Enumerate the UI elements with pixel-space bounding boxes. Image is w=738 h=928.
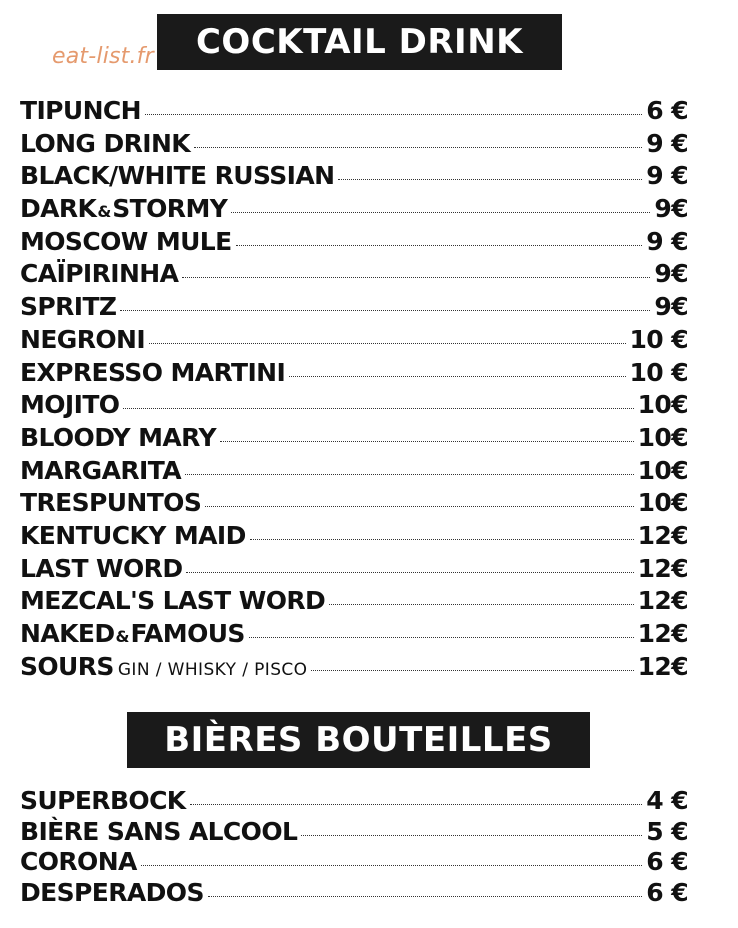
item-price: 9 € (646, 128, 688, 158)
item-price: 12€ (637, 520, 688, 550)
item-price: 6 € (646, 877, 688, 907)
menu-item (20, 390, 688, 423)
menu-item (20, 652, 688, 685)
ampersand: & (97, 202, 112, 222)
dot-leader (231, 212, 650, 213)
item-name: CAÏPIRINHA (20, 259, 179, 289)
item-name: BIÈRE SANS ALCOOL (20, 816, 298, 846)
dot-leader (186, 572, 633, 573)
menu-item (20, 878, 688, 909)
dot-leader (338, 179, 642, 180)
menu-item (20, 786, 688, 817)
menu-item (20, 358, 688, 391)
item-price: 10€ (637, 488, 688, 518)
menu-item (20, 586, 688, 619)
item-price: 9 € (646, 161, 688, 191)
menu-item (20, 259, 688, 292)
dot-leader (249, 637, 634, 638)
dot-leader (123, 408, 633, 409)
item-name (20, 619, 245, 648)
item-name: SUPERBOCK (20, 786, 186, 815)
item-name: LAST WORD (20, 553, 183, 583)
dot-leader (250, 539, 634, 540)
item-name (20, 194, 227, 223)
dot-leader (185, 474, 634, 475)
cocktail-list (20, 96, 688, 684)
item-subtitle: GIN / WHISKY / PISCO (117, 659, 308, 680)
item-price: 6 € (646, 847, 688, 876)
dot-leader (194, 147, 642, 148)
dot-leader (190, 804, 643, 805)
dot-leader (329, 604, 633, 605)
item-name: NEGRONI (20, 324, 146, 354)
menu-item (20, 521, 688, 554)
menu-item (20, 817, 688, 848)
item-name: LONG DRINK (20, 128, 191, 158)
watermark-text: eat-list.fr (52, 44, 154, 69)
item-price: 10€ (637, 455, 688, 485)
dot-leader (289, 376, 625, 377)
item-price: 10€ (637, 390, 688, 420)
dot-leader (141, 865, 643, 866)
item-price: 10 € (629, 357, 688, 387)
dot-leader (301, 835, 642, 836)
item-name: MOSCOW MULE (20, 226, 232, 256)
item-price: 9€ (654, 194, 688, 224)
dot-leader (220, 441, 634, 442)
item-price: 10€ (637, 422, 688, 452)
dot-leader (145, 114, 642, 115)
item-price: 10 € (629, 324, 688, 354)
menu-item (20, 847, 688, 878)
dot-leader (236, 245, 643, 246)
item-name: EXPRESSO MARTINI (20, 357, 286, 387)
item-name: KENTUCKY MAID (20, 520, 246, 550)
menu-item (20, 194, 688, 227)
ampersand: & (115, 627, 130, 646)
menu-item (20, 488, 688, 521)
item-price: 9€ (654, 259, 688, 289)
menu-item (20, 161, 688, 194)
item-price: 12€ (637, 619, 688, 648)
section-title-cocktail: COCKTAIL DRINK (157, 14, 562, 70)
item-price: 4 € (646, 786, 688, 815)
item-name: SPRITZ (20, 292, 117, 322)
dot-leader (120, 310, 650, 311)
menu-item (20, 129, 688, 162)
menu-item (20, 292, 688, 325)
item-price: 9€ (654, 292, 688, 322)
item-name: SOURS (20, 651, 114, 681)
item-price: 9 € (646, 226, 688, 256)
beer-list (20, 786, 688, 908)
item-price: 12€ (637, 553, 688, 583)
menu-item (20, 554, 688, 587)
menu-item (20, 619, 688, 652)
item-name-part: STORMY (112, 194, 228, 224)
item-name: MOJITO (20, 390, 120, 420)
item-name: TRESPUNTOS (20, 488, 202, 518)
menu-item (20, 227, 688, 260)
item-name: MARGARITA (20, 455, 181, 485)
item-name: CORONA (20, 847, 137, 876)
item-price: 6 € (646, 96, 688, 125)
menu-item (20, 423, 688, 456)
item-name-part: FAMOUS (130, 619, 245, 648)
menu-item (20, 325, 688, 358)
item-name: DESPERADOS (20, 877, 204, 907)
dot-leader (205, 506, 633, 507)
dot-leader (182, 277, 650, 278)
dot-leader (311, 670, 633, 671)
item-price: 5 € (646, 816, 688, 846)
item-name-part: DARK (20, 194, 97, 224)
section-title-beer: BIÈRES BOUTEILLES (127, 712, 590, 768)
item-price: 12€ (637, 586, 688, 616)
menu-item (20, 96, 688, 129)
item-name: MEZCAL'S LAST WORD (20, 586, 326, 616)
item-name: TIPUNCH (20, 96, 141, 125)
item-name-part: NAKED (20, 619, 115, 648)
item-name: BLACK/WHITE RUSSIAN (20, 161, 335, 191)
item-price: 12€ (637, 651, 688, 681)
dot-leader (149, 343, 625, 344)
item-name: BLOODY MARY (20, 422, 216, 452)
menu-item (20, 456, 688, 489)
dot-leader (208, 896, 642, 897)
